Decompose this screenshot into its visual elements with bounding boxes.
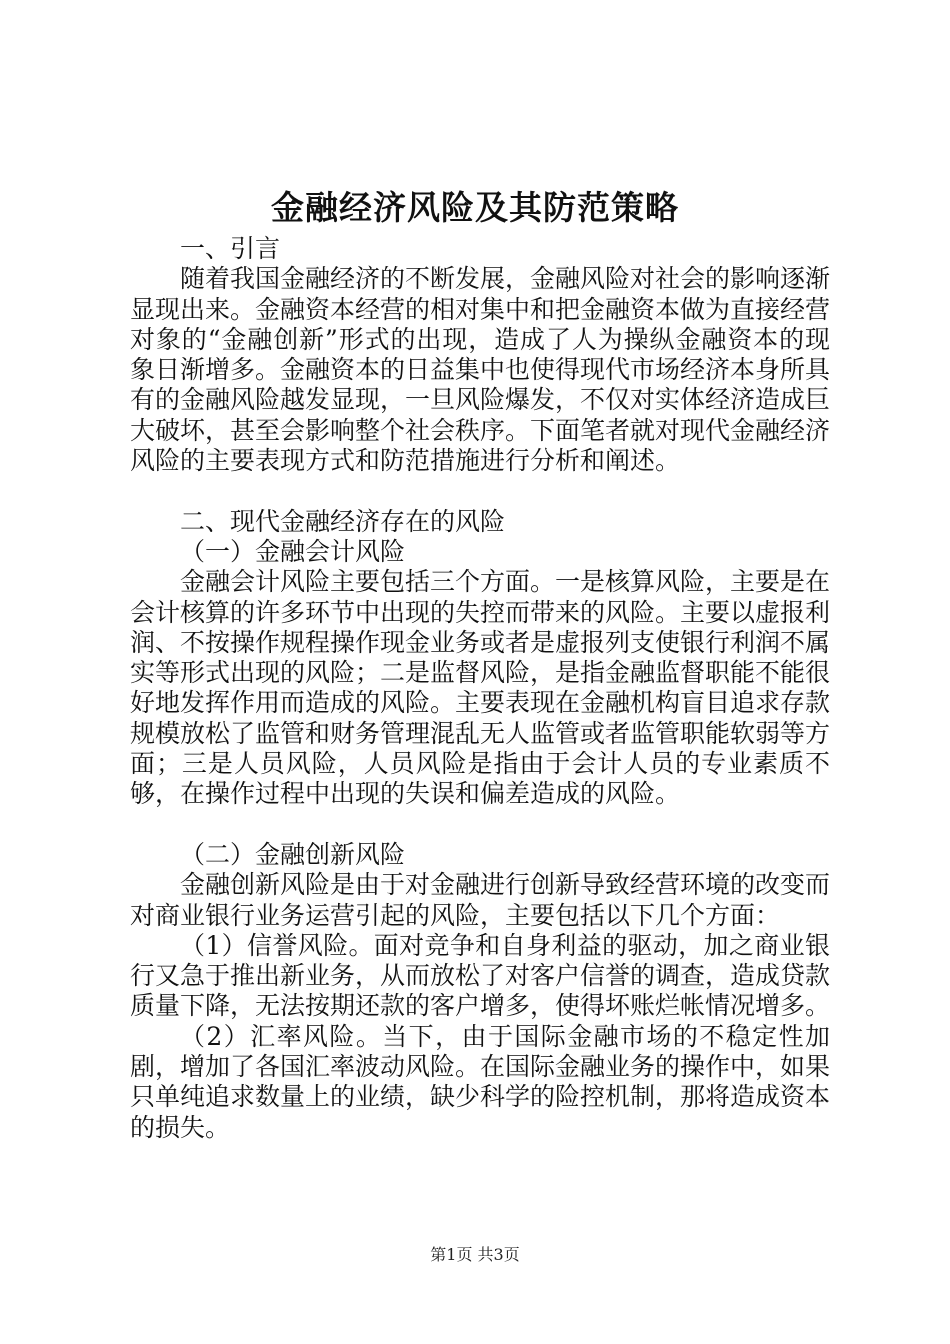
paragraph-gap: [130, 810, 830, 840]
subsection-heading-innovation-risk: （二）金融创新风险: [180, 839, 406, 869]
document-body: [130, 234, 830, 1143]
paragraph-exchange-rate-risk: （2）汇率风险。当下，由于国际金融市场的不稳定性加剧，增加了各国汇率波动风险。在国际金融业务的操作中，如果只单纯追求数量上的业绩，缺少科学的险控机制，那将造成资本的损失。: [130, 1021, 831, 1142]
paragraph-credit-risk: （1）信誉风险。面对竞争和自身利益的驱动，加之商业银行又急于推出新业务，从而放松了对客户信誉的调查，造成贷款质量下降，无法按期还款的客户增多，使得坏账烂帐情况增多。: [130, 930, 831, 1021]
document-title: 金融经济风险及其防范策略: [271, 188, 679, 227]
section-heading-introduction: 一、引言: [180, 234, 281, 263]
subsection-heading-accounting-risk: （一）金融会计风险: [180, 536, 406, 566]
page-footer: 第1页 共3页: [430, 1245, 520, 1264]
section-heading-risks: 二、现代金融经济存在的风险: [180, 506, 506, 536]
paragraph-accounting-risk: 金融会计风险主要包括三个方面。一是核算风险，主要是在会计核算的许多环节中出现的失控而带来的风险。主要以虚报利润、不按操作规程操作现金业务或者是虚报列支使银行利润不属实等形式出现的风险；二是监督风险，是指金融监督职能不能很好地发挥作用而造成的风险。主要表现在金融机构盲目追求存款规模放松了监管和财务管理混乱无人监管或者监管职能软弱等方面；三是人员风险，人员风险是指由于会计人员的专业素质不够，在操作过程中出现的失误和偏差造成的风险。: [130, 567, 831, 809]
paragraph-introduction: 随着我国金融经济的不断发展，金融风险对社会的影响逐渐显现出来。金融资本经营的相对集中和把金融资本做为直接经营对象的“金融创新”形式的出现，造成了人为操纵金融资本的现象日渐增多。金融资本的日益集中也使得现代市场经济本身所具有的金融风险越发显现，一旦风险爆发，不仅对实体经济造成巨大破坏，甚至会影响整个社会秩序。下面笔者就对现代金融经济风险的主要表现方式和防范措施进行分析和阐述。: [130, 264, 831, 476]
paragraph-innovation-risk: 金融创新风险是由于对金融进行创新导致经营环境的改变而对商业银行业务运营引起的风险，主要包括以下几个方面：: [130, 870, 831, 930]
paragraph-gap: [130, 476, 830, 506]
